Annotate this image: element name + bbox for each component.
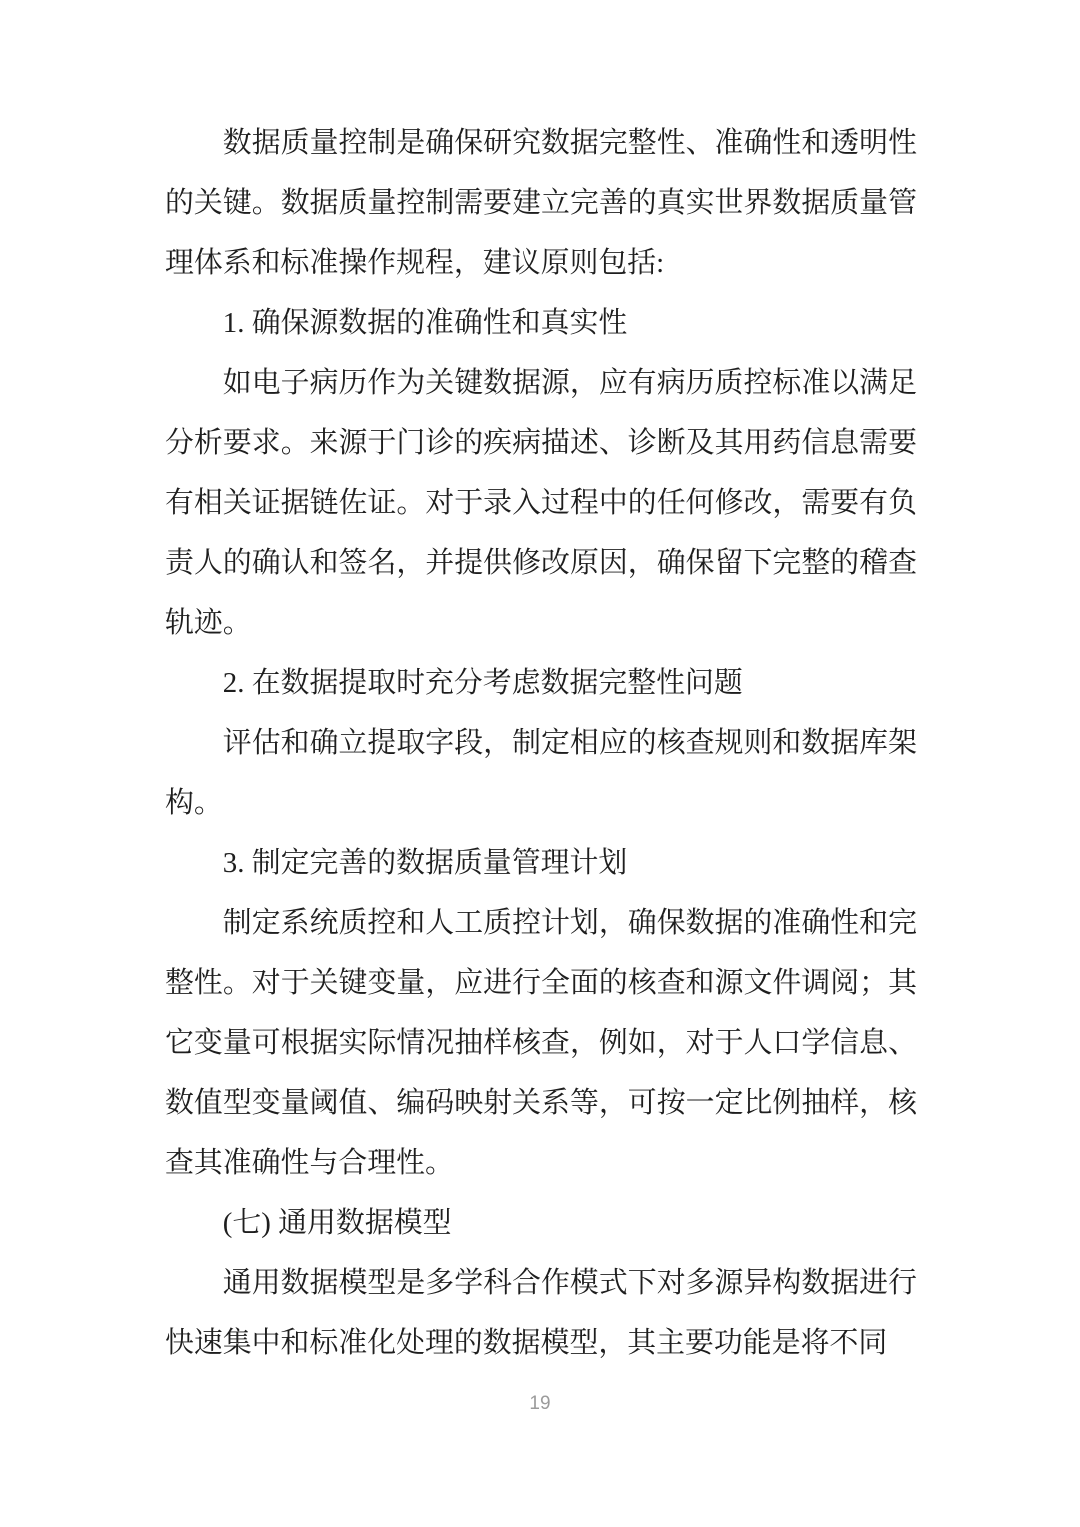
body-paragraph: 如电子病历作为关键数据源，应有病历质控标准以满足分析要求。来源于门诊的疾病描述、诊断及其用药信息需要有相关证据链佐证。对于录入过程中的任何修改，需要有负责人的确认和签名，并提供修改原因，确保留下完整的稽查轨迹。 xyxy=(165,367,917,639)
document-body xyxy=(165,113,917,1373)
page-number: 19 xyxy=(529,1393,551,1414)
body-paragraph: 评估和确立提取字段，制定相应的核查规则和数据库架构。 xyxy=(165,727,917,819)
section-heading-7-common-data-model: (七) 通用数据模型 xyxy=(222,1207,452,1239)
section-heading-1: 1. 确保源数据的准确性和真实性 xyxy=(222,307,628,339)
body-paragraph: 制定系统质控和人工质控计划，确保数据的准确性和完整性。对于关键变量，应进行全面的核查和源文件调阅；其它变量可根据实际情况抽样核查，例如，对于人口学信息、数值型变量阈值、编码映射关系等，可按一定比例抽样，核查其准确性与合理性。 xyxy=(165,907,917,1179)
body-paragraph: 通用数据模型是多学科合作模式下对多源异构数据进行快速集中和标准化处理的数据模型，其主要功能是将不同 xyxy=(165,1267,917,1359)
section-heading-2: 2. 在数据提取时充分考虑数据完整性问题 xyxy=(222,667,743,699)
body-paragraph: 数据质量控制是确保研究数据完整性、准确性和透明性的关键。数据质量控制需要建立完善的真实世界数据质量管理体系和标准操作规程，建议原则包括: xyxy=(165,127,917,279)
section-heading-3: 3. 制定完善的数据质量管理计划 xyxy=(222,847,628,879)
